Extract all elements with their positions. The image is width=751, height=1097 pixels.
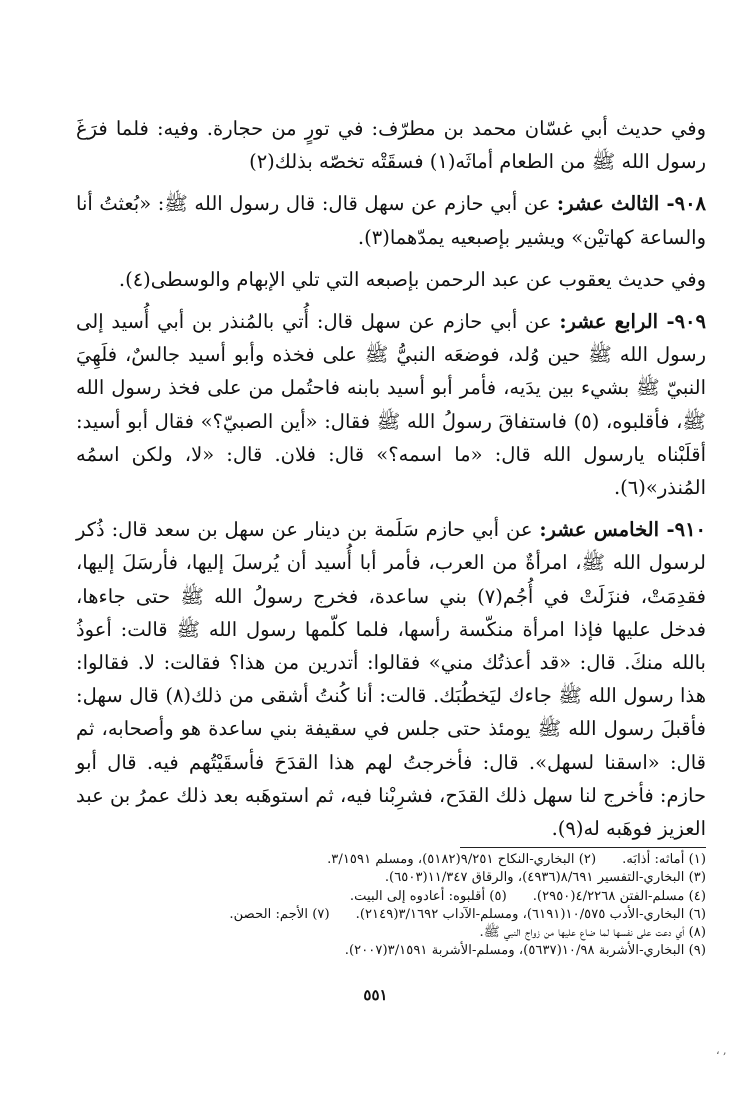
paragraph-text: عن أبي حازم عن سهل قال: قال رسول الله ﷺ: «بُعثتُ أنا والساعة كهاتيْن» ويشير بإصبعيه يمدّهما(٣). (76, 192, 706, 249)
hadith-heading: ٩١٠- الخامس عشر: (539, 518, 707, 542)
hadith-909 (76, 305, 706, 504)
paragraph-variant (76, 263, 706, 296)
footnote: (١) أماثه: أذابَه. (622, 852, 706, 867)
footnote-line (82, 888, 706, 906)
paragraph-intro (76, 112, 706, 178)
paragraph-text: وفي حديث أبي غسّان محمد بن مطرّف: في تورٍ من حجارة. وفيه: فلما فرَغَ رسول الله ﷺ من الطعام أماثَه(١) فسقَتْه تخصّه بذلك(٢) (76, 117, 706, 174)
footnote-line (82, 906, 706, 924)
footnote: (٣) البخاري-التفسير ٨/٦٩١(٤٩٣٦)، والرقاق ١١/٣٤٧(٦٥٠٣). (384, 870, 706, 886)
footnote: (٩) البخاري-الأشربة ١٠/٩٨(٥٦٣٧)، ومسلم-الأشربة ٣/١٥٩١(٢٠٠٧). (344, 943, 706, 959)
hadith-908 (76, 187, 706, 253)
corner-mark: ، , (716, 1044, 727, 1057)
footnote: (٦) البخاري-الأدب ١٠/٥٧٥(٦١٩١)، ومسلم-الآداب ٣/١٦٩٢(٢١٤٩). (355, 906, 706, 922)
page-number: ٥٥١ (363, 986, 388, 1004)
hadith-910 (76, 513, 706, 845)
footnote-line (82, 869, 706, 887)
paragraph-text: عن أبي حازم سَلَمة بن دينار عن سهل بن سعد قال: ذُكر لرسول الله ﷺ، امرأةٌ من العرب، فأمر أبا أُسيد أن يُرسلَ إليها، فأرسَلَ إليها، فقدِمَتْ، فنزَلَتْ في أُجُم(٧) بني ساعدة، فخرج رسولُ الله ﷺ حتى جاءها، فدخل عليها فإذا امرأة منكّسة رأسها، فلما كلّمها رسول الله ﷺ قالت: أعوذُ بالله منكَ. قال: «قد أعذتُك مني» فقالوا: أتدرين من هذا؟ فقالت: لا. فقالوا: هذا رسول الله ﷺ جاءك ليَخطُبَك. قالت: أنا كُنتُ أشقى من ذلك(٨) قال سهل: فأقبلَ رسول الله ﷺ يومئذ حتى جلس في سقيفة بني ساعدة هو وأصحابه، ثم قال: «اسقنا لسهل». قال: فأخرجتُ لهم هذا القدَحَ فأسقَيْتُهم فيه. قال أبو حازم: فأخرج لنا سهل ذلك القدَح، فشرِبْنا فيه، ثم استوهَبه بعد ذلك عمرُ بن عبد العزيز فوهَبه له(٩). (75, 518, 707, 841)
footnote-divider (460, 847, 706, 848)
footnote-line (82, 942, 706, 960)
footnote-line (82, 924, 706, 942)
paragraph-text: عن أبي حازم عن سهل قال: أُتي بالمُنذر بن أبي أُسيد إلى رسول الله ﷺ حين وُلد، فوضعَه النبيُّ ﷺ على فخذه وأبو أسيد جالسٌ، فلَهِيَ النبيّ ﷺ بشيء بين يدَيه، فأمر أبو أسيد بابنه فاحتُمل من على فخذ رسول الله ﷺ، فأقلبوه، (٥) فاستفاقَ رسولُ الله ﷺ فقال: «أين الصبيّ؟» فقال أبو أسيد: أقلَبْناه يارسول الله قال: «ما اسمه؟» قال: فلان. قال: «لا، ولكن اسمُه المُنذر»(٦). (76, 310, 706, 500)
footnote: (٥) أقلبوه: أعادوه إلى البيت. (349, 888, 507, 904)
footnote: (٧) الأجم: الحصن. (229, 906, 330, 922)
hadith-heading: ٩٠٨- الثالث عشر: (556, 192, 707, 216)
footnotes (82, 851, 706, 961)
footnote: (٢) البخاري-النكاح ٩/٢٥١(٥١٨٢)، ومسلم ٣/١٥٩١. (327, 852, 597, 867)
main-text (76, 112, 706, 845)
hadith-heading: ٩٠٩- الرابع عشر: (559, 310, 706, 334)
footnote: (٤) مسلم-الفتن ٤/٢٢٦٨(٢٩٥٠). (532, 888, 706, 904)
paragraph-text: وفي حديث يعقوب عن عبد الرحمن بإصبعه التي تلي الإبهام والوسطى(٤). (118, 267, 706, 291)
footnote-line (82, 851, 706, 869)
footnote: (٨) أي دعت على نفسها لما ضاع عليها من زواج النبي ﷺ. (479, 925, 706, 941)
